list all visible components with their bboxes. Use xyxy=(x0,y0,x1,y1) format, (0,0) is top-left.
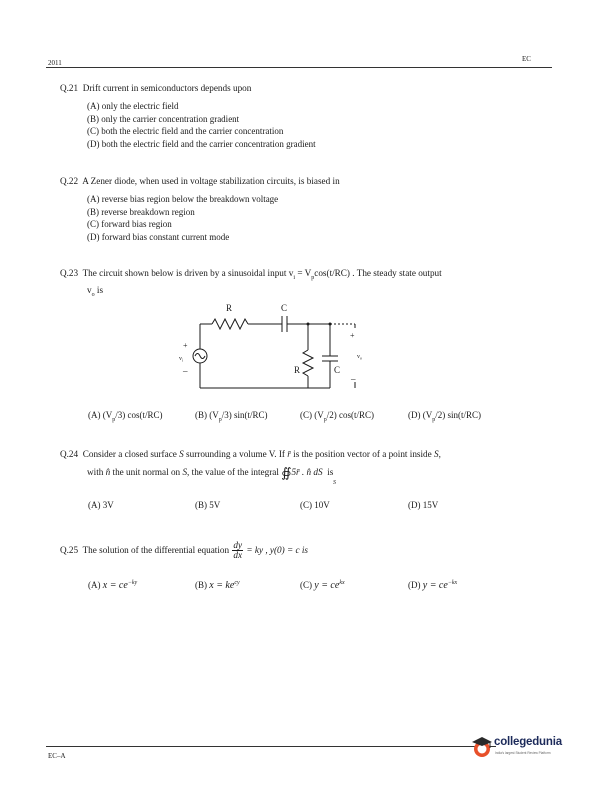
label-resistor-bottom: R xyxy=(294,365,301,375)
option-a: (A) $x = ce^{-ky}$ xyxy=(88,580,138,591)
option-d: (D) 15V xyxy=(408,500,439,510)
label-vo: $v_o$ xyxy=(357,354,362,361)
option-a: (A) reverse bias region below the breakdown voltage xyxy=(87,194,279,204)
question-text: A Zener diode, when used in voltage stabilization circuits, is biased in xyxy=(82,176,340,186)
option-d: (D) forward bias constant current mode xyxy=(87,231,230,242)
option-c: (C) 10V xyxy=(300,500,330,510)
question-21 xyxy=(60,82,251,94)
option-c: (C) both the electric field and the carrier concentration xyxy=(87,126,284,136)
option-a: (A) only the electric field xyxy=(87,101,179,111)
footer-rule xyxy=(46,746,496,747)
resistor-top-icon xyxy=(212,319,248,329)
question-23: Q.23 The circuit shown below is driven by a sinusoidal input $v_i = V_p\cos(t/RC)$ . The steady state output xyxy=(60,268,442,281)
option-b: (B) only the carrier concentration gradient xyxy=(87,113,240,124)
option-d: (D) $y = ce^{-kx}$ xyxy=(408,580,458,591)
logo-wordmark: collegedunia xyxy=(494,736,562,748)
question-25: Q.25 The solution of the differential equation $\frac{dy}{dx}$ = ky , y(0) = c is xyxy=(60,540,309,561)
label-plus-output: + xyxy=(350,331,355,340)
question-23-line-2: $v_o$ is xyxy=(87,285,104,298)
option-b: (B) $(V_p/3)$ sin(t/RC) xyxy=(195,410,268,423)
question-number: Q.21 xyxy=(60,83,79,93)
graduate-cap-icon xyxy=(470,734,494,762)
junction-dot xyxy=(329,323,332,326)
question-21-options xyxy=(87,100,316,150)
header-rule xyxy=(46,67,552,68)
label-capacitor-bottom: C xyxy=(334,365,341,375)
option-b: (B) 5V xyxy=(195,500,221,510)
collegedunia-logo xyxy=(470,734,570,764)
logo-tagline: India's largest Student Review Platform xyxy=(495,751,551,755)
label-minus-output: – xyxy=(351,374,356,384)
surface-integral-icon: ∯ xyxy=(281,465,292,480)
question-number: Q.23 xyxy=(60,268,79,278)
question-number: Q.22 xyxy=(60,176,79,186)
option-c: (C) $(V_p/2)$ cos(t/RC) xyxy=(300,410,374,423)
option-d: (D) $(V_p/2)$ sin(t/RC) xyxy=(408,410,482,423)
question-number: Q.25 xyxy=(60,545,79,555)
label-minus-input: – xyxy=(183,366,188,376)
derivative-fraction: $\frac{dy}{dx}$ xyxy=(233,540,243,561)
header-paper-code: EC xyxy=(522,55,531,63)
question-24: Q.24 Consider a closed surface S surrounding a volume V. If r̄ is the position vector of a point inside S, xyxy=(60,449,441,459)
question-number: Q.24 xyxy=(60,449,79,459)
option-d: (D) both the electric field and the carrier concentration gradient xyxy=(87,138,316,149)
question-22 xyxy=(60,175,340,187)
sine-wave-icon xyxy=(195,354,205,359)
option-b: (B) reverse breakdown region xyxy=(87,206,195,217)
resistor-bottom-icon xyxy=(303,350,313,376)
footer-section-code: EC–A xyxy=(48,752,66,760)
option-b: (B) $x = ke^{cy}$ xyxy=(195,580,240,591)
label-resistor-top: R xyxy=(226,303,233,313)
option-c: (C) forward bias region xyxy=(87,219,172,229)
question-24-line-2: with n̂ the unit normal on S, the value of the integral ∯5r̄ . n̂ dS is xyxy=(87,465,334,480)
rc-circuit-diagram xyxy=(170,298,370,398)
option-a: (A) $(V_p/3)$ cos(t/RC) xyxy=(88,410,163,423)
option-a: (A) 3V xyxy=(88,500,114,510)
header-year: 2011 xyxy=(48,59,62,67)
question-22-options xyxy=(87,193,278,243)
integral-subscript: S xyxy=(333,480,336,486)
label-capacitor-top: C xyxy=(281,303,288,313)
label-vi: $v_i$ xyxy=(179,356,184,363)
junction-dot xyxy=(307,323,310,326)
question-text: Drift current in semiconductors depends upon xyxy=(82,83,252,93)
label-plus-input: + xyxy=(183,341,188,350)
option-c: (C) $y = ce^{kx}$ xyxy=(300,580,345,591)
